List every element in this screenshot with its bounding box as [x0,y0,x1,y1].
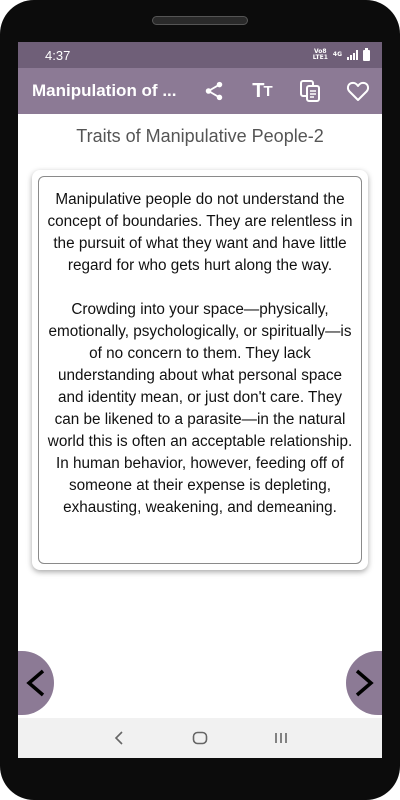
network-label-top: Vo8 [313,48,327,55]
content-text [45,189,355,519]
battery-icon [363,50,370,61]
chevron-left-icon [24,668,48,698]
screen [18,42,382,758]
page-title: Traits of Manipulative People-2 [76,126,324,146]
next-button[interactable] [346,651,382,715]
favorite-icon[interactable] [346,79,370,103]
app-title: Manipulation of ... [32,81,177,100]
network-type: 4G [332,51,342,58]
chevron-right-icon [352,668,376,698]
network-label [313,49,328,61]
app-actions [202,68,370,114]
paragraph: Manipulative people do not understand the concept of boundaries. They are relentless in the pursuit of what they want and have little regard for who gets hurt along the way. [47,191,353,274]
signal-icon [347,50,358,60]
text-size-icon[interactable]: T T [252,79,272,102]
copy-icon[interactable] [298,79,322,103]
system-navigation-bar [18,718,382,758]
app-bar [18,68,382,114]
previous-button[interactable] [18,651,54,715]
status-indicators [313,49,370,61]
content-card [32,170,368,570]
phone-speaker [152,16,248,25]
recents-icon[interactable] [271,728,291,748]
paragraph: Crowding into your space—physically, emotionally, psychologically, or spiritually—is of no concern to them. They lack understanding about what personal space and identity mean, or just don't care. They can be likened to a parasite—in the natural world this is often an acceptable relationship. In human behavior, however, feeding off of someone at their expense is depleting, exhausting, weakening, and demeaning. [47,301,353,516]
status-bar [18,42,382,68]
home-icon[interactable] [190,728,210,748]
share-icon[interactable] [202,79,226,103]
back-icon[interactable] [109,728,129,748]
status-time: 4:37 [45,47,71,63]
network-label-mid: LTE1 [312,54,328,61]
content-card-border [38,176,362,564]
